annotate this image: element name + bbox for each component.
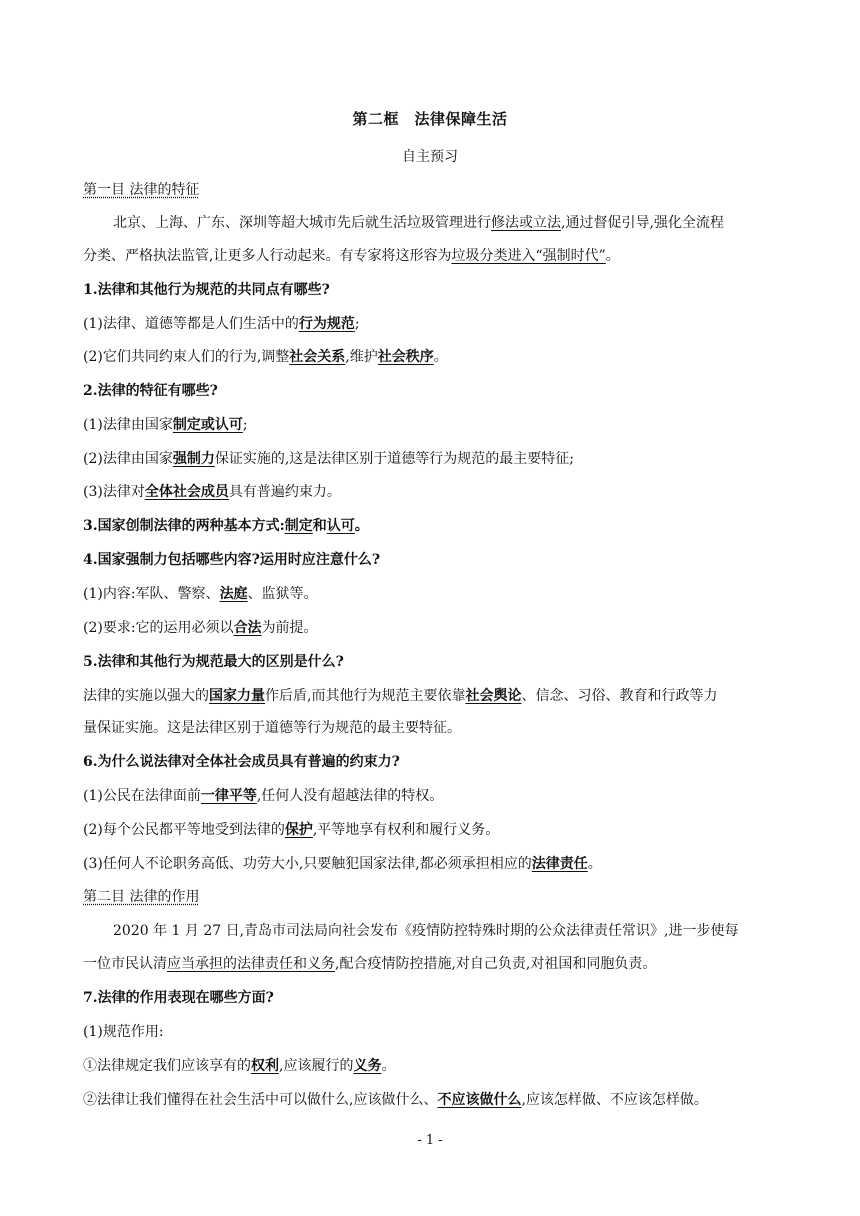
section-heading-2: 第二目 法律的作用: [83, 889, 200, 905]
answer-2-2: (2)法律由国家强制力保证实施的,这是法律区别于道德等行为规范的最主要特征;: [83, 451, 575, 467]
answer-6-1: (1)公民在法律面前一律平等,任何人没有超越法律的特权。: [83, 788, 444, 804]
question-7: 7.法律的作用表现在哪些方面?: [83, 990, 274, 1006]
passage-1-line-1: 北京、上海、广东、深圳等超大城市先后就生活垃圾管理进行修法或立法,通过督促引导,强化全流程: [113, 215, 724, 231]
answer-1-1: (1)法律、道德等都是人们生活中的行为规范;: [83, 316, 360, 332]
page-title: 第二框 法律保障生活: [352, 110, 508, 128]
section-heading-1: 第一目 法律的特征: [83, 182, 200, 198]
answer-7-1-1: ①法律规定我们应该享有的权利,应该履行的义务。: [83, 1058, 396, 1074]
question-5: 5.法律和其他行为规范最大的区别是什么?: [83, 654, 344, 670]
question-2: 2.法律的特征有哪些?: [83, 383, 218, 399]
passage-2-line-2: 一位市民认清应当承担的法律责任和义务,配合疫情防控措施,对自己负责,对祖国和同胞负责。: [83, 956, 657, 972]
question-1: 1.法律和其他行为规范的共同点有哪些?: [83, 282, 330, 298]
answer-4-2: (2)要求:它的运用必须以合法为前提。: [83, 620, 318, 636]
question-3: 3.国家创制法律的两种基本方式:制定和认可。: [83, 518, 369, 534]
answer-7-1: (1)规范作用:: [83, 1024, 164, 1040]
question-4: 4.国家强制力包括哪些内容?运用时应注意什么?: [83, 552, 381, 568]
answer-2-1: (1)法律由国家制定或认可;: [83, 417, 248, 433]
question-6: 6.为什么说法律对全体社会成员具有普遍的约束力?: [83, 754, 400, 770]
page-number: - 1 -: [417, 1133, 443, 1148]
answer-1-2: (2)它们共同约束人们的行为,调整社会关系,维护社会秩序。: [83, 349, 448, 365]
answer-5-line-1: 法律的实施以强大的国家力量作后盾,而其他行为规范主要依靠社会舆论、信念、习俗、教育和行政等力: [83, 688, 718, 704]
passage-1-line-2: 分类、严格执法监管,让更多人行动起来。有专家将这形容为垃圾分类进入“强制时代”。: [83, 248, 620, 264]
answer-7-1-2: ②法律让我们懂得在社会生活中可以做什么,应该做什么、不应该做什么,应该怎样做、不应该怎样做。: [83, 1092, 708, 1108]
passage-2-line-1: 2020 年 1 月 27 日,青岛市司法局向社会发布《疫情防控特殊时期的公众法律责任常识》,进一步使每: [113, 923, 739, 939]
answer-4-1: (1)内容:军队、警察、法庭、监狱等。: [83, 586, 318, 602]
answer-6-2: (2)每个公民都平等地受到法律的保护,平等地享有权利和履行义务。: [83, 822, 500, 838]
answer-6-3: (3)任何人不论职务高低、功劳大小,只要触犯国家法律,都必须承担相应的法律责任。: [83, 856, 602, 872]
page-subtitle: 自主预习: [402, 149, 458, 165]
answer-5-line-2: 量保证实施。这是法律区别于道德等行为规范的最主要特征。: [83, 720, 461, 736]
answer-2-3: (3)法律对全体社会成员具有普遍约束力。: [83, 484, 341, 500]
